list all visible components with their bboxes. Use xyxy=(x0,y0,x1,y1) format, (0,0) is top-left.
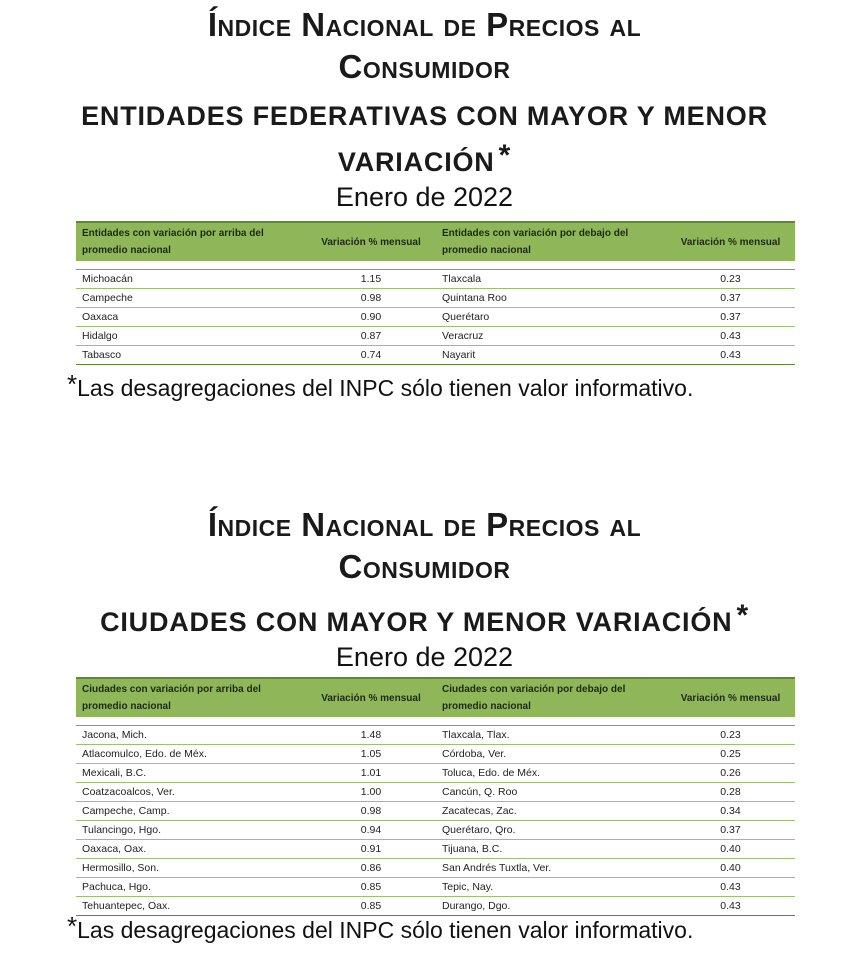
cell-right-name: Tlaxcala xyxy=(436,270,666,289)
table-row xyxy=(76,745,795,764)
cell-left-name: Oaxaca xyxy=(76,308,306,327)
section1-title-line2: Consumidor xyxy=(338,48,511,85)
cell-left-value: 1.01 xyxy=(306,764,436,783)
section1-table-body xyxy=(76,270,795,365)
cell-right-name: Cancún, Q. Roo xyxy=(436,783,666,802)
cell-right-name: Quintana Roo xyxy=(436,289,666,308)
cell-left-name: Tabasco xyxy=(76,346,306,365)
cell-right-name: Toluca, Edo. de Méx. xyxy=(436,764,666,783)
cell-right-value: 0.23 xyxy=(666,270,795,289)
cell-left-value: 0.74 xyxy=(306,346,436,365)
cell-left-value: 0.85 xyxy=(306,897,436,916)
table-header-row xyxy=(76,678,795,717)
table-row xyxy=(76,840,795,859)
header-right-name: Ciudades con variación por debajo del promedio nacional xyxy=(436,678,666,717)
table-row xyxy=(76,346,795,365)
cell-left-value: 0.87 xyxy=(306,327,436,346)
cell-right-value: 0.37 xyxy=(666,821,795,840)
section2-subtitle-asterisk: * xyxy=(736,599,749,632)
header-left-value: Variación % mensual xyxy=(306,678,436,717)
cell-left-name: Tulancingo, Hgo. xyxy=(76,821,306,840)
header-spacer xyxy=(76,717,795,726)
cell-right-name: Tlaxcala, Tlax. xyxy=(436,726,666,745)
table-row xyxy=(76,859,795,878)
cell-left-value: 0.94 xyxy=(306,821,436,840)
table-row xyxy=(76,878,795,897)
cell-left-name: Hermosillo, Son. xyxy=(76,859,306,878)
cell-right-name: Durango, Dgo. xyxy=(436,897,666,916)
cell-left-value: 0.90 xyxy=(306,308,436,327)
cell-right-name: Querétaro, Qro. xyxy=(436,821,666,840)
section2-title-line1: Índice Nacional de Precios al xyxy=(207,506,642,543)
cell-right-value: 0.43 xyxy=(666,897,795,916)
cell-right-name: Tepic, Nay. xyxy=(436,878,666,897)
cell-left-value: 0.86 xyxy=(306,859,436,878)
table-row xyxy=(76,821,795,840)
section2-note-text: Las desagregaciones del INPC sólo tienen valor informativo. xyxy=(77,917,694,943)
cell-left-name: Campeche xyxy=(76,289,306,308)
cell-left-value: 0.85 xyxy=(306,878,436,897)
header-spacer xyxy=(76,261,795,270)
section1-subtitle-asterisk: * xyxy=(498,139,512,172)
section2-title-line2: Consumidor xyxy=(338,548,511,585)
cell-right-value: 0.40 xyxy=(666,859,795,878)
cell-left-name: Hidalgo xyxy=(76,327,306,346)
cell-left-value: 1.00 xyxy=(306,783,436,802)
cell-right-value: 0.23 xyxy=(666,726,795,745)
section2-note-asterisk: * xyxy=(67,911,78,941)
section1-subtitle-line2-wrap xyxy=(0,136,849,182)
section1-note-asterisk: * xyxy=(67,369,78,399)
cell-left-value: 1.05 xyxy=(306,745,436,764)
header-left-name: Entidades con variación por arriba del promedio nacional xyxy=(76,222,306,261)
section2-subtitle: CIUDADES CON MAYOR Y MENOR VARIACIÓN xyxy=(100,607,733,637)
cell-right-value: 0.43 xyxy=(666,346,795,365)
cell-right-name: Nayarit xyxy=(436,346,666,365)
cell-left-value: 0.91 xyxy=(306,840,436,859)
section2-header xyxy=(0,504,849,672)
header-right-name: Entidades con variación por debajo del promedio nacional xyxy=(436,222,666,261)
section2-note xyxy=(67,912,827,944)
cell-right-value: 0.43 xyxy=(666,327,795,346)
section1-subtitle-line2: VARIACIÓN xyxy=(337,147,495,177)
section1-note-text: Las desagregaciones del INPC sólo tienen valor informativo. xyxy=(77,375,694,401)
section2-date: Enero de 2022 xyxy=(335,642,514,672)
section2-table xyxy=(76,677,795,916)
cell-right-name: Córdoba, Ver. xyxy=(436,745,666,764)
cell-left-name: Michoacán xyxy=(76,270,306,289)
cell-right-name: Tijuana, B.C. xyxy=(436,840,666,859)
table-row xyxy=(76,289,795,308)
cell-left-name: Atlacomulco, Edo. de Méx. xyxy=(76,745,306,764)
section1-date: Enero de 2022 xyxy=(335,182,514,212)
table-row xyxy=(76,802,795,821)
table-row xyxy=(76,764,795,783)
header-right-value: Variación % mensual xyxy=(666,678,795,717)
cell-left-name: Oaxaca, Oax. xyxy=(76,840,306,859)
cell-right-value: 0.37 xyxy=(666,308,795,327)
cell-left-name: Coatzacoalcos, Ver. xyxy=(76,783,306,802)
table-row xyxy=(76,726,795,745)
section1-subtitle-line1: ENTIDADES FEDERATIVAS CON MAYOR Y MENOR xyxy=(81,101,768,131)
header-left-value: Variación % mensual xyxy=(306,222,436,261)
table-header-row xyxy=(76,222,795,261)
cell-right-value: 0.43 xyxy=(666,878,795,897)
cell-left-value: 1.48 xyxy=(306,726,436,745)
cell-right-value: 0.34 xyxy=(666,802,795,821)
section1-header xyxy=(0,4,849,212)
header-left-name: Ciudades con variación por arriba del promedio nacional xyxy=(76,678,306,717)
cell-right-name: Zacatecas, Zac. xyxy=(436,802,666,821)
table-row xyxy=(76,783,795,802)
cell-left-name: Mexicali, B.C. xyxy=(76,764,306,783)
cell-right-value: 0.26 xyxy=(666,764,795,783)
section2-table-body xyxy=(76,726,795,916)
cell-right-name: San Andrés Tuxtla, Ver. xyxy=(436,859,666,878)
cell-right-value: 0.37 xyxy=(666,289,795,308)
cell-left-value: 0.98 xyxy=(306,289,436,308)
cell-left-name: Jacona, Mich. xyxy=(76,726,306,745)
cell-left-value: 0.98 xyxy=(306,802,436,821)
section1-title-line1: Índice Nacional de Precios al xyxy=(207,6,642,43)
table-row xyxy=(76,308,795,327)
section1-note xyxy=(67,370,827,402)
cell-right-value: 0.25 xyxy=(666,745,795,764)
header-right-value: Variación % mensual xyxy=(666,222,795,261)
section1-table xyxy=(76,221,795,365)
table-row xyxy=(76,327,795,346)
cell-left-name: Tehuantepec, Oax. xyxy=(76,897,306,916)
cell-left-name: Campeche, Camp. xyxy=(76,802,306,821)
table-row xyxy=(76,270,795,289)
cell-right-name: Querétaro xyxy=(436,308,666,327)
section2-subtitle-wrap xyxy=(0,596,849,642)
cell-left-value: 1.15 xyxy=(306,270,436,289)
cell-right-value: 0.28 xyxy=(666,783,795,802)
cell-left-name: Pachuca, Hgo. xyxy=(76,878,306,897)
cell-right-name: Veracruz xyxy=(436,327,666,346)
cell-right-value: 0.40 xyxy=(666,840,795,859)
